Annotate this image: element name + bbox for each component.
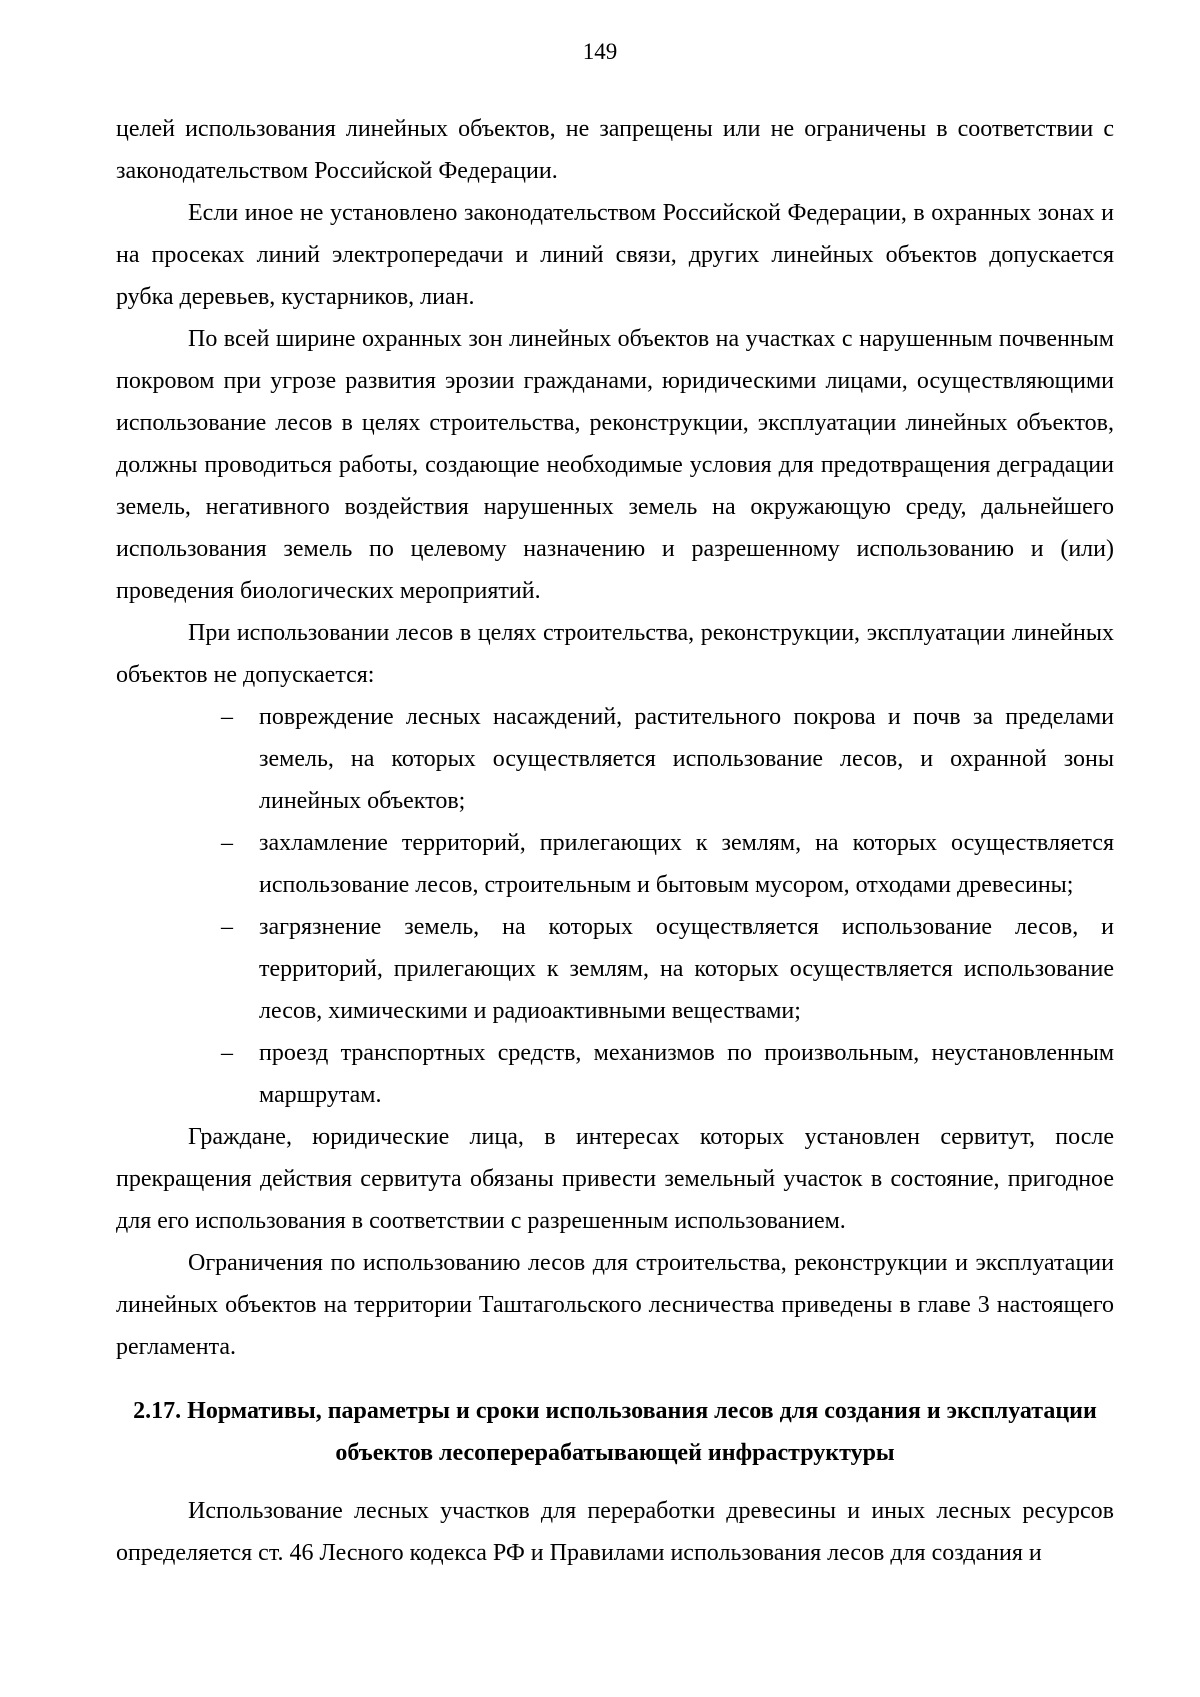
list-item [116,906,1114,1032]
page-number: 149 [582,39,618,64]
paragraph-clearing-rules: Если иное не установлено законодательством Российской Федерации, в охранных зонах и на просеках линий электропередачи и линий связи, других линейных объектов допускается рубка деревьев, кустарников, лиан. [116,200,1114,310]
list-item [116,822,1114,906]
paragraph-servitude: Граждане, юридические лица, в интересах которых установлен сервитут, после прекращения действия сервитута обязаны привести земельный участок в состояние, пригодное для его использования в соответствии с разрешенным использованием. [116,1124,1114,1234]
paragraph-restrictions-reference: Ограничения по использованию лесов для строительства, реконструкции и эксплуатации линейных объектов на территории Таштагольского лесничества приведены в главе 3 настоящего регламента. [116,1250,1114,1360]
paragraph-section-body: Использование лесных участков для переработки древесины и иных лесных ресурсов определяется ст. 46 Лесного кодекса РФ и Правилами использования лесов для создания и [116,1498,1114,1566]
paragraph-prohibitions-intro: При использовании лесов в целях строительства, реконструкции, эксплуатации линейных объектов не допускается: [116,620,1114,688]
dash-bullet: – [221,830,233,856]
page-content [116,108,1114,1574]
list-item-text: повреждение лесных насаждений, растительного покрова и почв за пределами земель, на которых осуществляется использование лесов, и охранной зоны линейных объектов; [259,704,1114,814]
list-item-text: проезд транспортных средств, механизмов по произвольным, неустановленным маршрутам. [259,1040,1114,1108]
paragraph-erosion-works: По всей ширине охранных зон линейных объектов на участках с нарушенным почвенным покровом при угрозе развития эрозии гражданами, юридическими лицами, осуществляющими использование лесов в целях строительства, реконструкции, эксплуатации линейных объектов, должны проводиться работы, создающие необходимые условия для предотвращения деградации земель, негативного воздействия нарушенных земель на окружающую среду, дальнейшего использования земель по целевому назначению и разрешенному использованию и (или) проведения биологических мероприятий. [116,326,1114,604]
list-item [116,696,1114,822]
prohibitions-list [116,696,1114,1116]
paragraph-continuation: целей использования линейных объектов, не запрещены или не ограничены в соответствии с законодательством Российской Федерации. [116,116,1114,184]
list-item-text: загрязнение земель, на которых осуществляется использование лесов, и территорий, прилегающих к землям, на которых осуществляется использование лесов, химическими и радиоактивными веществами; [259,914,1114,1024]
list-item [116,1032,1114,1116]
dash-bullet: – [221,1040,233,1066]
dash-bullet: – [221,704,233,730]
dash-bullet: – [221,914,233,940]
list-item-text: захламление территорий, прилегающих к землям, на которых осуществляется использование лесов, строительным и бытовым мусором, отходами древесины; [259,830,1114,898]
section-heading: 2.17. Нормативы, параметры и сроки использования лесов для создания и эксплуатации объектов лесоперерабатывающей инфраструктуры [133,1398,1097,1466]
